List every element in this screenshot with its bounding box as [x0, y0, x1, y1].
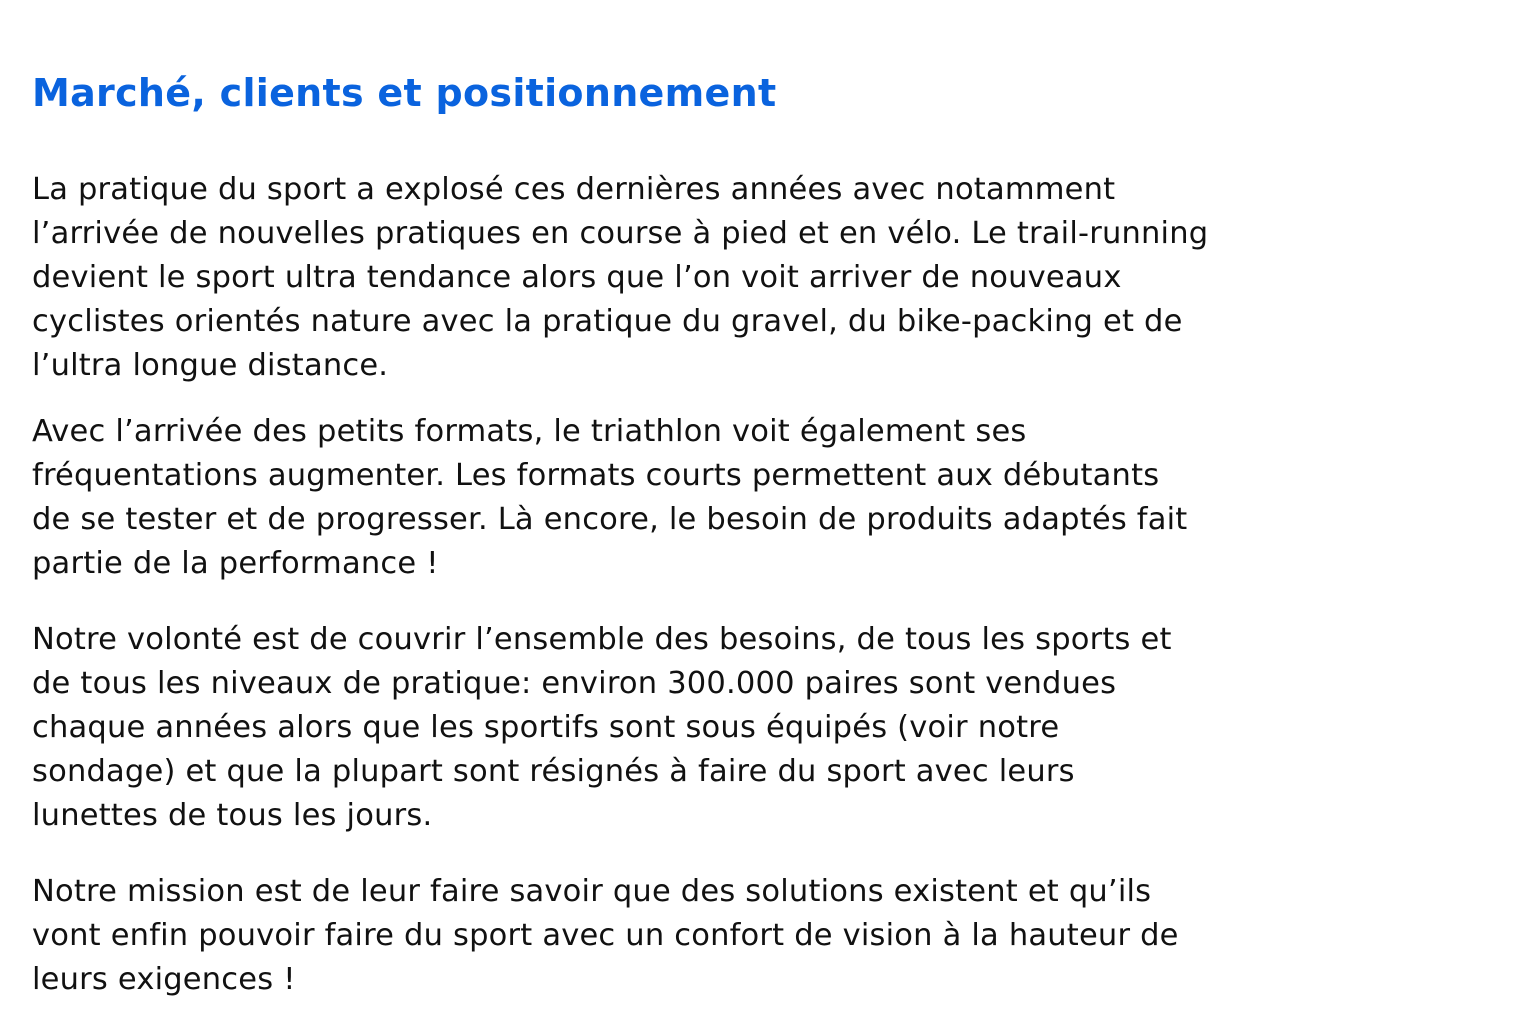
paragraph-ambition	[32, 618, 1492, 838]
section-title: Marché, clients et positionnement	[32, 71, 777, 115]
paragraph-line: La pratique du sport a explosé ces dernières années avec notamment	[32, 172, 1116, 207]
paragraph-mission	[32, 870, 1492, 1002]
paragraph-line: de se tester et de progresser. Là encore, le besoin de produits adaptés fait	[32, 502, 1188, 537]
paragraph-sport-practice	[32, 168, 1492, 388]
paragraph-line: devient le sport ultra tendance alors que l’on voit arriver de nouveaux	[32, 260, 1122, 295]
paragraph-line: lunettes de tous les jours.	[32, 798, 433, 833]
paragraph-line: chaque années alors que les sportifs sont sous équipés (voir notre	[32, 710, 1060, 745]
paragraph-line: Notre mission est de leur faire savoir que des solutions existent et qu’ils	[32, 874, 1152, 909]
paragraph-line: fréquentations augmenter. Les formats courts permettent aux débutants	[32, 458, 1160, 493]
paragraph-line: Avec l’arrivée des petits formats, le triathlon voit également ses	[32, 414, 1027, 449]
paragraph-line: sondage) et que la plupart sont résignés à faire du sport avec leurs	[32, 754, 1075, 789]
paragraph-line: l’arrivée de nouvelles pratiques en course à pied et en vélo. Le trail-running	[32, 216, 1209, 251]
paragraph-line: cyclistes orientés nature avec la pratique du gravel, du bike-packing et de	[32, 304, 1183, 339]
paragraph-triathlon	[32, 410, 1492, 586]
paragraph-line: Notre volonté est de couvrir l’ensemble des besoins, de tous les sports et	[32, 622, 1172, 657]
paragraph-line: partie de la performance !	[32, 546, 439, 581]
article	[32, 62, 1492, 1002]
paragraph-line: de tous les niveaux de pratique: environ 300.000 paires sont vendues	[32, 666, 1117, 701]
paragraph-line: vont enfin pouvoir faire du sport avec un confort de vision à la hauteur de	[32, 918, 1179, 953]
paragraph-line: leurs exigences !	[32, 962, 296, 997]
paragraph-line: l’ultra longue distance.	[32, 348, 389, 383]
